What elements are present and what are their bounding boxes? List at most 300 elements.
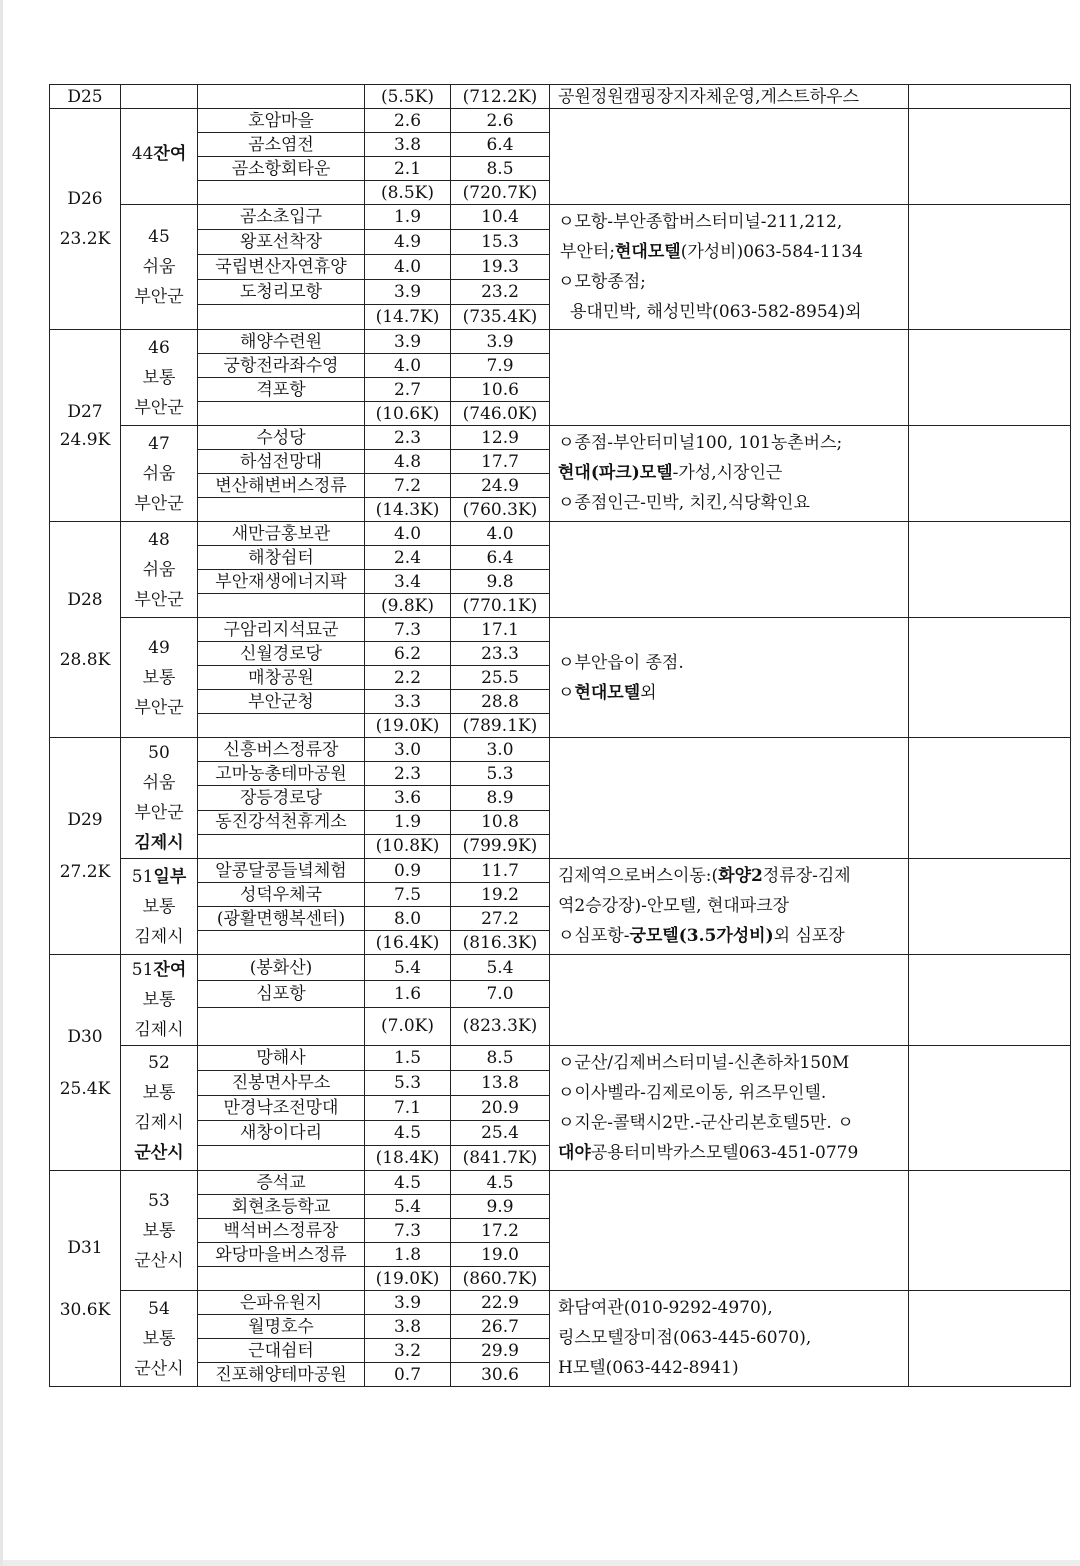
note-bold: 현대모텔 bbox=[574, 682, 641, 703]
blank-cell bbox=[909, 330, 1071, 426]
day-total-km: 30.6K bbox=[59, 1299, 111, 1320]
subtotal-km: (14.3K) bbox=[365, 498, 451, 522]
table-row bbox=[50, 522, 1071, 546]
section-number: 50 bbox=[148, 743, 170, 763]
table-row bbox=[50, 738, 1071, 762]
table-row bbox=[50, 1046, 1071, 1071]
section-region: 군산시 bbox=[134, 1358, 184, 1379]
cumulative-km: (823.3K) bbox=[451, 1007, 550, 1045]
waypoint-name: 수성당 bbox=[198, 426, 365, 450]
waypoint-km: 4.5 bbox=[365, 1121, 451, 1146]
section-cell bbox=[121, 859, 198, 955]
waypoint-cum: 9.8 bbox=[451, 570, 550, 594]
note-cell bbox=[550, 1291, 909, 1387]
section-cell bbox=[121, 1171, 198, 1291]
note-cell bbox=[550, 859, 909, 955]
waypoint-cum: 2.6 bbox=[451, 109, 550, 133]
waypoint-name: 곰소항회타운 bbox=[198, 157, 365, 181]
waypoint-name: 알콩달콩들녘체험 bbox=[198, 859, 365, 883]
waypoint-cum: 8.9 bbox=[451, 786, 550, 810]
waypoint-cum: 30.6 bbox=[451, 1363, 550, 1387]
waypoint-name: 곰소초입구 bbox=[198, 205, 365, 230]
blank-cell bbox=[909, 426, 1071, 522]
blank-cell bbox=[198, 181, 365, 205]
waypoint-cum: 9.9 bbox=[451, 1195, 550, 1219]
waypoint-cum: 13.8 bbox=[451, 1071, 550, 1096]
waypoint-name: 동진강석천휴게소 bbox=[198, 810, 365, 834]
subtotal-km: (14.7K) bbox=[365, 305, 451, 330]
section-region: 부안군 bbox=[134, 589, 184, 610]
section-level: 쉬움 bbox=[142, 773, 176, 793]
subtotal-km: (10.8K) bbox=[365, 834, 451, 858]
blank-cell bbox=[909, 618, 1071, 738]
note-line: ㅇ이사벨라-김제로이동, 위즈무인텔. bbox=[558, 1083, 827, 1103]
blank-cell bbox=[198, 594, 365, 618]
day-label: D28 bbox=[67, 589, 103, 610]
note-line: ㅇ지운-콜택시2만.-군산리본호텔5만. ㅇ bbox=[558, 1113, 854, 1133]
waypoint-cum: 19.0 bbox=[451, 1243, 550, 1267]
waypoint-cum: 6.4 bbox=[451, 133, 550, 157]
waypoint-km: 4.5 bbox=[365, 1171, 451, 1195]
day-label: D29 bbox=[67, 810, 103, 830]
cumulative-km: (799.9K) bbox=[451, 834, 550, 858]
waypoint-km: 3.8 bbox=[365, 1315, 451, 1339]
blank-cell bbox=[909, 1291, 1071, 1387]
note-text: 정류장-김제 bbox=[762, 866, 851, 886]
waypoint-name: 새만금홍보관 bbox=[198, 522, 365, 546]
blank-cell bbox=[909, 1171, 1071, 1291]
cumulative-km: (720.7K) bbox=[451, 181, 550, 205]
waypoint-km: 4.0 bbox=[365, 354, 451, 378]
section-region: 부안군 bbox=[134, 803, 184, 823]
subtotal-km: (16.4K) bbox=[365, 931, 451, 955]
waypoint-km: 7.5 bbox=[365, 883, 451, 907]
note-bold: 화양2 bbox=[718, 866, 763, 886]
waypoint-name: 구암리지석묘군 bbox=[198, 618, 365, 642]
day-label: D30 bbox=[67, 1026, 103, 1047]
section-number: 51 bbox=[131, 866, 154, 887]
blank-cell bbox=[909, 1046, 1071, 1171]
blank-cell bbox=[121, 85, 198, 109]
note-text: 외 bbox=[640, 682, 657, 703]
waypoint-cum: 6.4 bbox=[451, 546, 550, 570]
waypoint-cum: 4.0 bbox=[451, 522, 550, 546]
section-region: 군산시 bbox=[134, 1250, 184, 1271]
waypoint-km: 2.6 bbox=[365, 109, 451, 133]
note-line: 용대민박, 해성민박(063-582-8954)외 bbox=[570, 302, 862, 322]
section-cell bbox=[121, 1046, 198, 1171]
waypoint-km: 1.8 bbox=[365, 1243, 451, 1267]
waypoint-name: 회현초등학교 bbox=[198, 1195, 365, 1219]
blank-cell bbox=[909, 738, 1071, 859]
waypoint-cum: 17.1 bbox=[451, 618, 550, 642]
waypoint-name: 와당마을버스정류 bbox=[198, 1243, 365, 1267]
subtotal-km: (8.5K) bbox=[365, 181, 451, 205]
waypoint-km: 3.8 bbox=[365, 133, 451, 157]
note-text: (가성비)063-584-1134 bbox=[680, 242, 863, 262]
note-line: ㅇ종점인근-민박, 치킨,식당확인요 bbox=[558, 493, 810, 513]
blank-cell bbox=[909, 955, 1071, 1046]
note-text: ㅇ bbox=[558, 682, 575, 703]
section-cell bbox=[121, 1291, 198, 1387]
section-cell bbox=[121, 522, 198, 618]
section-level: 보통 bbox=[142, 667, 176, 688]
waypoint-cum: 12.9 bbox=[451, 426, 550, 450]
page-bottom-edge bbox=[3, 1560, 1080, 1566]
section-region: 부안군 bbox=[134, 493, 184, 514]
day-total-km: 27.2K bbox=[59, 862, 111, 882]
section-region: 부안군 bbox=[134, 397, 184, 418]
table-row bbox=[50, 955, 1071, 981]
section-cell bbox=[121, 618, 198, 738]
note-cell bbox=[550, 205, 909, 330]
waypoint-km: 2.2 bbox=[365, 666, 451, 690]
waypoint-cum: 20.9 bbox=[451, 1096, 550, 1121]
waypoint-name: 격포항 bbox=[198, 378, 365, 402]
blank-cell bbox=[909, 205, 1071, 330]
note-text: 공용터미박카스모텔063-451-0779 bbox=[590, 1143, 859, 1163]
day-label: D31 bbox=[67, 1237, 103, 1258]
day-cell bbox=[50, 738, 121, 955]
day-total-km: 28.8K bbox=[59, 649, 111, 670]
table-row bbox=[50, 426, 1071, 450]
cumulative-km: (816.3K) bbox=[451, 931, 550, 955]
section-region: 부안군 bbox=[134, 697, 184, 718]
note-line: ㅇ부안읍이 종점. bbox=[558, 652, 684, 673]
note-line bbox=[558, 237, 900, 267]
waypoint-km: 6.2 bbox=[365, 642, 451, 666]
cumulative-km: (841.7K) bbox=[451, 1146, 550, 1171]
section-cell bbox=[121, 109, 198, 205]
waypoint-name: 부안재생에너지팍 bbox=[198, 570, 365, 594]
waypoint-cum: 17.7 bbox=[451, 450, 550, 474]
waypoint-name: 신흥버스정류장 bbox=[198, 738, 365, 762]
section-number: 51 bbox=[131, 960, 154, 980]
waypoint-name: 성덕우체국 bbox=[198, 883, 365, 907]
day-cell bbox=[50, 330, 121, 522]
section-region: 김제시 bbox=[134, 1113, 184, 1133]
waypoint-cum: 3.9 bbox=[451, 330, 550, 354]
waypoint-cum: 3.0 bbox=[451, 738, 550, 762]
waypoint-cum: 28.8 bbox=[451, 690, 550, 714]
waypoint-name: 증석교 bbox=[198, 1171, 365, 1195]
waypoint-name: 진봉면사무소 bbox=[198, 1071, 365, 1096]
note-bold: 대야 bbox=[558, 1143, 591, 1163]
waypoint-name: 백석버스정류장 bbox=[198, 1219, 365, 1243]
waypoint-cum: 25.4 bbox=[451, 1121, 550, 1146]
waypoint-cum: 22.9 bbox=[451, 1291, 550, 1315]
section-level: 보통 bbox=[142, 1328, 176, 1349]
blank-cell bbox=[198, 402, 365, 426]
waypoint-name: (광활면행복센터) bbox=[198, 907, 365, 931]
note-line: 화담여관(010-9292-4970), bbox=[558, 1298, 773, 1318]
note-bold: 현대모텔 bbox=[615, 242, 681, 262]
waypoint-km: 4.9 bbox=[365, 230, 451, 255]
waypoint-cum: 7.0 bbox=[451, 981, 550, 1007]
section-level: 보통 bbox=[142, 1083, 176, 1103]
note-text: -가성,시장인근 bbox=[672, 463, 783, 483]
waypoint-name: 궁항전라좌수영 bbox=[198, 354, 365, 378]
note-text: 김제역으로버스이동:( bbox=[558, 866, 719, 886]
waypoint-cum: 29.9 bbox=[451, 1339, 550, 1363]
waypoint-km: 8.0 bbox=[365, 907, 451, 931]
note-bold: 현대(파크)모텔 bbox=[558, 463, 673, 483]
section-number: 45 bbox=[148, 227, 170, 247]
note-line bbox=[558, 678, 900, 708]
section-number: 47 bbox=[148, 433, 170, 454]
section-region: 부안군 bbox=[134, 287, 184, 307]
day-total-km: 23.2K bbox=[59, 229, 111, 249]
section-cell bbox=[121, 426, 198, 522]
waypoint-cum: 11.7 bbox=[451, 859, 550, 883]
waypoint-km: 5.4 bbox=[365, 955, 451, 981]
waypoint-km: 2.3 bbox=[365, 426, 451, 450]
waypoint-name: 만경낙조전망대 bbox=[198, 1096, 365, 1121]
waypoint-name: 하섬전망대 bbox=[198, 450, 365, 474]
waypoint-cum: 17.2 bbox=[451, 1219, 550, 1243]
cumulative-km: (770.1K) bbox=[451, 594, 550, 618]
subtotal-km: (19.0K) bbox=[365, 714, 451, 738]
waypoint-km: 2.4 bbox=[365, 546, 451, 570]
table-row bbox=[50, 205, 1071, 230]
section-level: 보통 bbox=[142, 896, 176, 917]
waypoint-km: 5.3 bbox=[365, 1071, 451, 1096]
note-cell bbox=[550, 522, 909, 618]
waypoint-km: 3.9 bbox=[365, 280, 451, 305]
waypoint-km: 3.6 bbox=[365, 786, 451, 810]
waypoint-km: 2.1 bbox=[365, 157, 451, 181]
section-number: 49 bbox=[148, 637, 170, 658]
table-row bbox=[50, 1291, 1071, 1315]
note-line: H모텔(063-442-8941) bbox=[558, 1358, 739, 1378]
section-level: 보통 bbox=[142, 367, 176, 388]
note-line bbox=[558, 458, 900, 488]
section-level: 보통 bbox=[142, 990, 176, 1010]
waypoint-cum: 10.4 bbox=[451, 205, 550, 230]
waypoint-cum: 5.4 bbox=[451, 955, 550, 981]
cumulative-km: (789.1K) bbox=[451, 714, 550, 738]
note-line: ㅇ군산/김제버스터미널-신촌하차150M bbox=[558, 1053, 850, 1073]
waypoint-km: 3.9 bbox=[365, 1291, 451, 1315]
note-cell bbox=[550, 618, 909, 738]
waypoint-name: 진포해양테마공원 bbox=[198, 1363, 365, 1387]
note-cell: 공원정원캠핑장지자체운영,게스트하우스 bbox=[550, 85, 909, 109]
waypoint-km: 3.2 bbox=[365, 1339, 451, 1363]
waypoint-km: 1.9 bbox=[365, 810, 451, 834]
section-level: 보통 bbox=[142, 1220, 176, 1241]
waypoint-cum: 23.2 bbox=[451, 280, 550, 305]
note-text: 외 심포장 bbox=[773, 926, 845, 946]
waypoint-km: 1.6 bbox=[365, 981, 451, 1007]
waypoint-name: 곰소염전 bbox=[198, 133, 365, 157]
waypoint-cum: 24.9 bbox=[451, 474, 550, 498]
waypoint-name: 왕포선착장 bbox=[198, 230, 365, 255]
section-tag: 일부 bbox=[153, 866, 187, 887]
blank-cell bbox=[198, 834, 365, 858]
note-cell bbox=[550, 1046, 909, 1171]
day-total-km: 24.9K bbox=[59, 429, 111, 450]
cumulative-km: (712.2K) bbox=[451, 85, 550, 109]
waypoint-cum: 10.8 bbox=[451, 810, 550, 834]
note-line: 역2승강장)-안모텔, 현대파크장 bbox=[558, 896, 790, 916]
waypoint-name: 변산해변버스정류 bbox=[198, 474, 365, 498]
waypoint-name: 해양수련원 bbox=[198, 330, 365, 354]
waypoint-km: 7.2 bbox=[365, 474, 451, 498]
waypoint-cum: 26.7 bbox=[451, 1315, 550, 1339]
cumulative-km: (735.4K) bbox=[451, 305, 550, 330]
waypoint-name: 은파유원지 bbox=[198, 1291, 365, 1315]
section-region: 군산시 bbox=[134, 1143, 184, 1163]
section-level: 쉬움 bbox=[142, 463, 176, 484]
cumulative-km: (760.3K) bbox=[451, 498, 550, 522]
note-line: 링스모텔장미점(063-445-6070), bbox=[558, 1328, 812, 1348]
blank-cell bbox=[198, 931, 365, 955]
section-tag: 잔여 bbox=[153, 960, 187, 980]
blank-cell bbox=[909, 859, 1071, 955]
section-level: 쉬움 bbox=[142, 559, 176, 580]
waypoint-name: 월명호수 bbox=[198, 1315, 365, 1339]
section-number: 46 bbox=[148, 337, 170, 358]
cumulative-km: (860.7K) bbox=[451, 1267, 550, 1291]
blank-cell bbox=[198, 305, 365, 330]
waypoint-cum: 23.3 bbox=[451, 642, 550, 666]
itinerary-table bbox=[49, 84, 1071, 1387]
waypoint-km: 7.1 bbox=[365, 1096, 451, 1121]
note-bold: 궁모텔(3.5가성비) bbox=[629, 926, 774, 946]
section-number: 53 bbox=[148, 1190, 170, 1211]
waypoint-km: 3.4 bbox=[365, 570, 451, 594]
waypoint-km: 7.3 bbox=[365, 618, 451, 642]
section-level: 쉬움 bbox=[142, 257, 176, 277]
waypoint-cum: 10.6 bbox=[451, 378, 550, 402]
waypoint-km: 2.7 bbox=[365, 378, 451, 402]
subtotal-km: (7.0K) bbox=[365, 1007, 451, 1045]
section-cell bbox=[121, 738, 198, 859]
blank-cell bbox=[198, 1267, 365, 1291]
waypoint-cum: 19.3 bbox=[451, 255, 550, 280]
blank-cell bbox=[198, 498, 365, 522]
section-number: 48 bbox=[148, 529, 170, 550]
waypoint-km: 1.5 bbox=[365, 1046, 451, 1071]
table-row bbox=[50, 859, 1071, 883]
note-line bbox=[558, 861, 900, 891]
blank-cell bbox=[198, 1146, 365, 1171]
section-tag: 잔여 bbox=[153, 144, 187, 164]
note-line bbox=[558, 1138, 900, 1168]
subtotal-km: (9.8K) bbox=[365, 594, 451, 618]
waypoint-cum: 4.5 bbox=[451, 1171, 550, 1195]
subtotal-km: (18.4K) bbox=[365, 1146, 451, 1171]
note-text: 부안터; bbox=[560, 242, 615, 262]
note-cell bbox=[550, 109, 909, 205]
waypoint-km: 4.8 bbox=[365, 450, 451, 474]
waypoint-km: 2.3 bbox=[365, 762, 451, 786]
waypoint-name: 매창공원 bbox=[198, 666, 365, 690]
note-line: ㅇ모항종점; bbox=[558, 272, 646, 292]
waypoint-cum: 5.3 bbox=[451, 762, 550, 786]
waypoint-cum: 25.5 bbox=[451, 666, 550, 690]
waypoint-name: 부안군청 bbox=[198, 690, 365, 714]
waypoint-km: 3.0 bbox=[365, 738, 451, 762]
blank-cell bbox=[198, 85, 365, 109]
blank-cell bbox=[909, 522, 1071, 618]
blank-cell bbox=[198, 714, 365, 738]
day-cell bbox=[50, 109, 121, 330]
waypoint-name: 도청리모항 bbox=[198, 280, 365, 305]
note-text: ㅇ심포항- bbox=[558, 926, 630, 946]
waypoint-name: 고마농총테마공원 bbox=[198, 762, 365, 786]
waypoint-cum: 7.9 bbox=[451, 354, 550, 378]
day-label: D26 bbox=[67, 189, 103, 209]
waypoint-km: 3.3 bbox=[365, 690, 451, 714]
waypoint-name: 새창이다리 bbox=[198, 1121, 365, 1146]
waypoint-name: 근대쉼터 bbox=[198, 1339, 365, 1363]
note-line: ㅇ모항-부안종합버스터미널-211,212, bbox=[558, 212, 843, 232]
section-cell bbox=[121, 205, 198, 330]
note-line: ㅇ종점-부안터미널100, 101농촌버스; bbox=[558, 433, 843, 453]
section-region: 김제시 bbox=[134, 1020, 184, 1040]
section-number: 44 bbox=[131, 144, 154, 164]
blank-cell bbox=[198, 1007, 365, 1045]
note-cell bbox=[550, 955, 909, 1046]
waypoint-name: 호암마을 bbox=[198, 109, 365, 133]
table-row bbox=[50, 330, 1071, 354]
waypoint-cum: 27.2 bbox=[451, 907, 550, 931]
day-total-km: 25.4K bbox=[59, 1078, 111, 1099]
day-label: D27 bbox=[67, 401, 103, 422]
waypoint-km: 1.9 bbox=[365, 205, 451, 230]
waypoint-cum: 15.3 bbox=[451, 230, 550, 255]
waypoint-km: 0.9 bbox=[365, 859, 451, 883]
waypoint-name: 국립변산자연휴양 bbox=[198, 255, 365, 280]
day-cell bbox=[50, 522, 121, 738]
waypoint-name: 해창쉼터 bbox=[198, 546, 365, 570]
waypoint-km: 5.4 bbox=[365, 1195, 451, 1219]
subtotal-km: (5.5K) bbox=[365, 85, 451, 109]
section-number: 54 bbox=[148, 1298, 170, 1319]
table-row bbox=[50, 1171, 1071, 1195]
waypoint-name: 심포항 bbox=[198, 981, 365, 1007]
day-cell bbox=[50, 1171, 121, 1387]
table-row bbox=[50, 85, 1071, 109]
subtotal-km: (10.6K) bbox=[365, 402, 451, 426]
waypoint-km: 4.0 bbox=[365, 522, 451, 546]
table-row bbox=[50, 618, 1071, 642]
waypoint-cum: 8.5 bbox=[451, 1046, 550, 1071]
blank-cell bbox=[909, 85, 1071, 109]
waypoint-km: 3.9 bbox=[365, 330, 451, 354]
waypoint-name: 장등경로당 bbox=[198, 786, 365, 810]
waypoint-name: (봉화산) bbox=[198, 955, 365, 981]
waypoint-name: 망해사 bbox=[198, 1046, 365, 1071]
section-region: 김제시 bbox=[134, 833, 184, 853]
cumulative-km: (746.0K) bbox=[451, 402, 550, 426]
day-cell bbox=[50, 955, 121, 1171]
waypoint-km: 4.0 bbox=[365, 255, 451, 280]
section-region: 김제시 bbox=[134, 926, 184, 947]
waypoint-cum: 19.2 bbox=[451, 883, 550, 907]
waypoint-cum: 8.5 bbox=[451, 157, 550, 181]
note-cell bbox=[550, 426, 909, 522]
note-cell bbox=[550, 330, 909, 426]
section-cell bbox=[121, 330, 198, 426]
waypoint-km: 0.7 bbox=[365, 1363, 451, 1387]
note-line bbox=[558, 921, 900, 951]
waypoint-name: 신월경로당 bbox=[198, 642, 365, 666]
note-cell bbox=[550, 738, 909, 859]
section-number: 52 bbox=[148, 1053, 170, 1073]
subtotal-km: (19.0K) bbox=[365, 1267, 451, 1291]
